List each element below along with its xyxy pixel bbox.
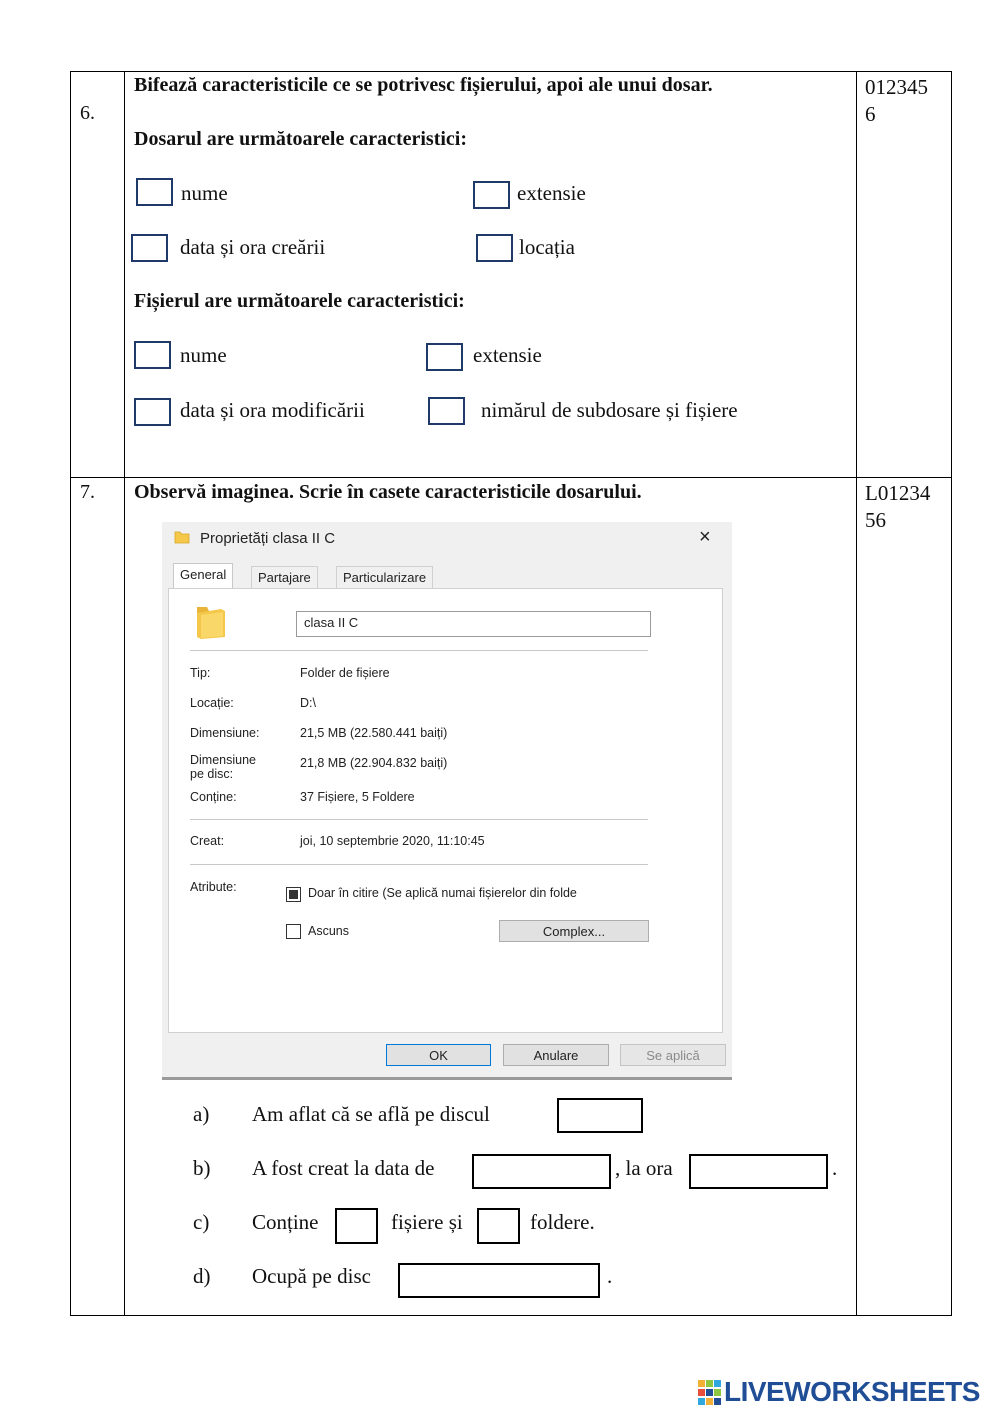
ok-button[interactable]: OK — [386, 1044, 491, 1066]
dimensiune-label: Dimensiune: — [190, 726, 260, 740]
item-d-text: Ocupă pe disc — [252, 1264, 371, 1288]
item-b-letter: b) — [193, 1156, 211, 1180]
item-a-letter: a) — [193, 1102, 210, 1126]
item-b-text: A fost creat la data de — [252, 1156, 435, 1180]
file-checkbox-subdosare[interactable] — [428, 397, 465, 425]
readonly-label — [308, 886, 652, 900]
folder-name-value: clasa II C — [304, 615, 359, 630]
liveworksheets-logo-icon — [698, 1380, 722, 1406]
dialog-border-shadow — [162, 1077, 732, 1080]
q7-score-line2: 56 — [865, 508, 886, 532]
dimensiune-disc-label-2: pe disc: — [190, 767, 234, 781]
q7-title: Observă imaginea. Scrie în casete caracteristicile dosarului. — [134, 481, 642, 503]
folder-option-locatie: locația — [519, 235, 575, 259]
separator-1 — [190, 650, 648, 651]
hidden-label: Ascuns — [308, 924, 349, 938]
file-option-extensie: extensie — [473, 343, 542, 367]
table-border-right — [951, 71, 952, 1316]
creat-label: Creat: — [190, 834, 225, 848]
answer-box-disc[interactable] — [557, 1098, 643, 1133]
contine-value: 37 Fișiere, 5 Foldere — [300, 790, 415, 804]
dimensiune-value: 21,5 MB (22.580.441 baiți) — [300, 726, 448, 740]
answer-box-files-count[interactable] — [335, 1208, 378, 1244]
folder-checkbox-data-creare[interactable] — [131, 234, 168, 262]
table-border-left — [70, 71, 71, 1316]
readonly-checkbox-fill — [289, 890, 298, 899]
general-panel — [168, 588, 723, 1033]
tab-general[interactable]: General — [173, 563, 233, 590]
dialog-title: Proprietăți clasa II C — [200, 530, 336, 547]
folder-heading: Dosarul are următoarele caracteristici: — [134, 128, 468, 150]
file-heading: Fișierul are următoarele caracteristici: — [134, 290, 465, 312]
creat-value: joi, 10 septembrie 2020, 11:10:45 — [300, 834, 485, 848]
table-column-divider-2 — [856, 71, 857, 1316]
item-d-end: . — [607, 1264, 613, 1288]
dimensiune-disc-value: 21,8 MB (22.904.832 baiți) — [300, 756, 448, 770]
item-c-letter: c) — [193, 1210, 210, 1234]
file-checkbox-extensie[interactable] — [426, 343, 463, 371]
table-column-divider-1 — [124, 71, 125, 1316]
tab-particularizare[interactable]: Particularizare — [336, 566, 433, 588]
file-checkbox-nume[interactable] — [134, 341, 171, 369]
q6-title: Bifează caracteristicile ce se potrivesc fișierului, apoi ale unui dosar. — [134, 74, 713, 96]
folder-checkbox-locatie[interactable] — [476, 234, 513, 262]
hidden-checkbox[interactable] — [286, 924, 301, 939]
dimensiune-disc-label-1: Dimensiune — [190, 753, 257, 767]
locatie-value: D:\ — [300, 696, 316, 710]
close-icon[interactable]: × — [699, 526, 711, 548]
item-b-end: . — [832, 1156, 838, 1180]
complex-button[interactable]: Complex... — [499, 920, 649, 942]
answer-box-folders-count[interactable] — [477, 1208, 520, 1244]
tip-value: Folder de fișiere — [300, 666, 390, 680]
separator-2 — [190, 819, 648, 820]
folder-option-extensie: extensie — [517, 181, 586, 205]
q7-score-line1: L01234 — [865, 481, 931, 505]
answer-box-disk-size[interactable] — [398, 1263, 600, 1298]
readonly-checkbox[interactable] — [286, 887, 301, 902]
folder-small-icon — [174, 530, 190, 544]
folder-checkbox-extensie[interactable] — [473, 181, 510, 209]
item-c-mid: fișiere și — [391, 1210, 463, 1234]
cancel-button[interactable]: Anulare — [503, 1044, 609, 1066]
file-option-nume: nume — [180, 343, 227, 367]
table-border-bottom — [70, 1315, 952, 1316]
readonly-label-text: Doar în citire (Se aplică numai fișierelor din folde — [308, 886, 577, 900]
contine-label: Conține: — [190, 790, 237, 804]
item-d-letter: d) — [193, 1264, 211, 1288]
item-b-mid: , la ora — [615, 1156, 673, 1180]
separator-3 — [190, 864, 648, 865]
folder-option-data-creare: data și ora creării — [180, 235, 326, 259]
folder-checkbox-nume[interactable] — [136, 178, 173, 206]
tab-partajare[interactable]: Partajare — [251, 566, 318, 588]
table-border-mid — [70, 477, 952, 478]
answer-box-time[interactable] — [689, 1154, 828, 1189]
item-c-text: Conține — [252, 1210, 319, 1234]
q6-score-line1: 012345 — [865, 75, 928, 99]
file-checkbox-data-modificare[interactable] — [134, 398, 171, 426]
locatie-label: Locație: — [190, 696, 234, 710]
item-a-text: Am aflat că se află pe discul — [252, 1102, 490, 1126]
file-option-data-modificare: data și ora modificării — [180, 398, 365, 422]
q6-number: 6. — [80, 102, 95, 124]
answer-box-date[interactable] — [472, 1154, 611, 1189]
folder-name-input[interactable] — [296, 611, 651, 637]
folder-large-icon — [195, 603, 227, 639]
tip-label: Tip: — [190, 666, 211, 680]
item-c-end: foldere. — [530, 1210, 595, 1234]
folder-option-nume: nume — [181, 181, 228, 205]
atribute-label: Atribute: — [190, 880, 237, 894]
q6-score-line2: 6 — [865, 102, 876, 126]
q7-number: 7. — [80, 481, 95, 503]
file-option-subdosare: nimărul de subdosare și fișiere — [481, 398, 738, 422]
apply-button: Se aplică — [620, 1044, 726, 1066]
liveworksheets-brand: LIVEWORKSHEETS — [724, 1376, 980, 1407]
table-border-top — [70, 71, 952, 72]
